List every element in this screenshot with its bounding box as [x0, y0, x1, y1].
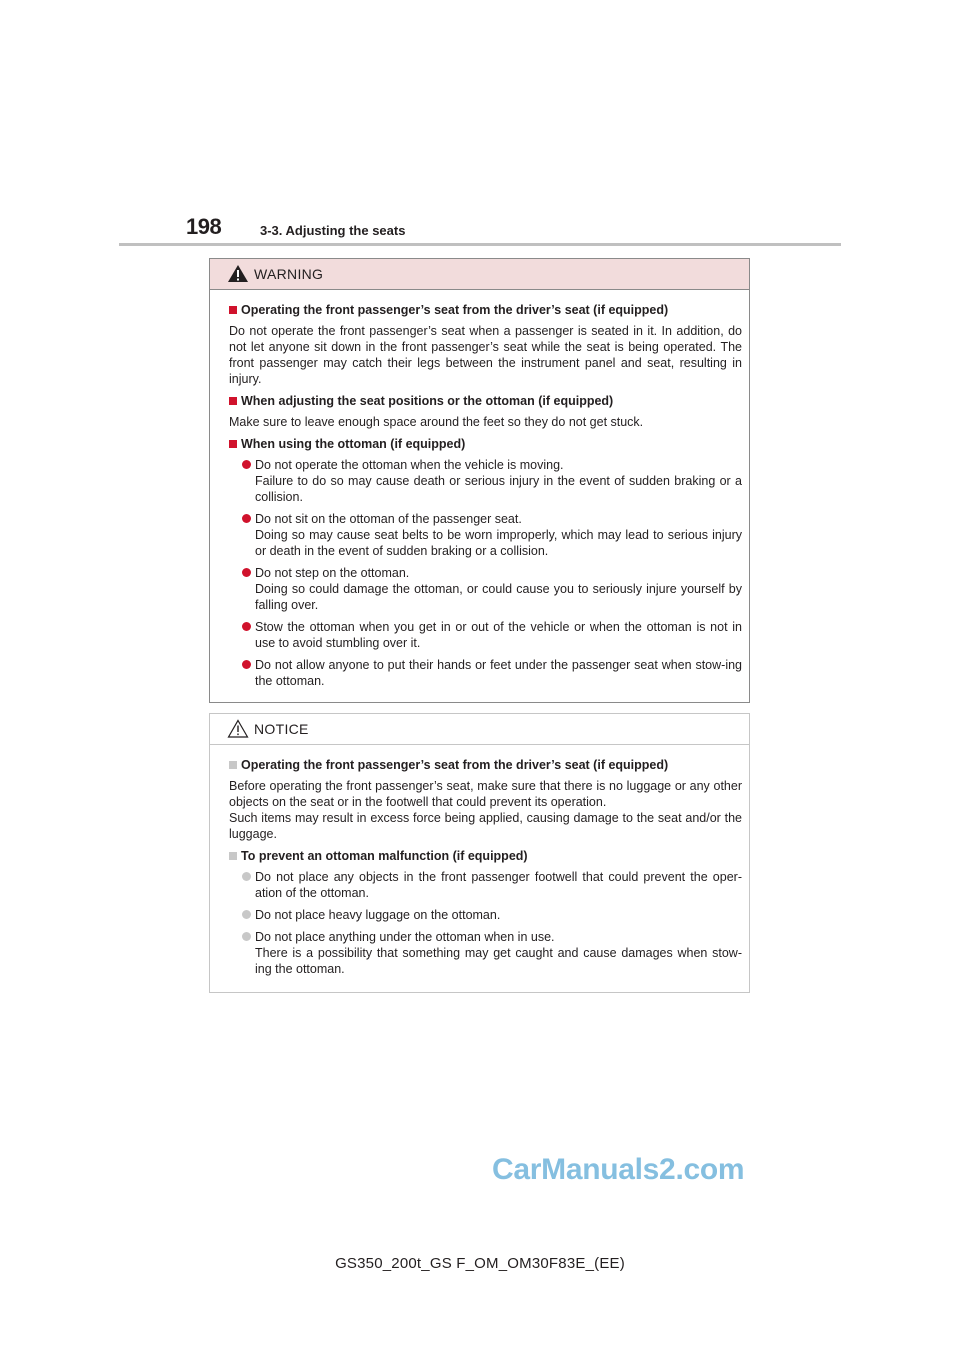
notice-heading-passenger-seat: Operating the front passenger’s seat from the driver’s seat (if equipped) — [229, 757, 742, 774]
warning-heading-ottoman: When using the ottoman (if equipped) — [229, 436, 742, 453]
bullet-dot-icon — [242, 460, 251, 469]
list-item: Do not place any objects in the front passenger footwell that could prevent the oper-ation of the ottoman. — [229, 869, 742, 901]
notice-text-passenger-seat: Before operating the front passenger’s seat, make sure that there is no luggage or any other objects on the seat or in the footwell that could prevent its operation. Such items may result in excess force being applied, causing damage to the seat and/or the luggage. — [229, 779, 742, 841]
warning-heading-adjusting: When adjusting the seat positions or the ottoman (if equipped) — [229, 393, 742, 410]
warning-title: WARNING — [254, 266, 324, 282]
list-item: Do not operate the ottoman when the vehicle is moving. Failure to do so may cause death or serious injury in the event of sudden braking or a collision. — [229, 457, 742, 505]
bullet-dot-icon — [242, 910, 251, 919]
warning-text-passenger-seat: Do not operate the front passenger’s seat when a passenger is seated in it. In addition, do not let anyone sit down in the front passenger’s seat while the seat is being operated. The front passenger may catch their legs between the instrument panel and seat, resulting in injury. — [229, 324, 742, 386]
warning-header — [210, 259, 749, 290]
manual-code: GS350_200t_GS F_OM_OM30F83E_(EE) — [335, 1255, 625, 1272]
warning-body — [210, 290, 749, 689]
square-marker-icon — [229, 440, 237, 448]
square-marker-icon — [229, 397, 237, 405]
warning-heading-passenger-seat: Operating the front passenger’s seat from the driver’s seat (if equipped) — [229, 302, 742, 319]
notice-heading-ottoman: To prevent an ottoman malfunction (if equipped) — [229, 848, 742, 865]
list-item: Do not allow anyone to put their hands or feet under the passenger seat when stow-ing the ottoman. — [229, 657, 742, 689]
warning-text-adjusting: Make sure to leave enough space around the feet so they do not get stuck. — [229, 415, 644, 429]
list-item: Do not place heavy luggage on the ottoman. — [229, 907, 742, 923]
warning-triangle-icon — [227, 264, 249, 283]
bullet-dot-icon — [242, 514, 251, 523]
bullet-dot-icon — [242, 622, 251, 631]
bullet-dot-icon — [242, 568, 251, 577]
page-number: 198 — [186, 214, 222, 239]
bullet-dot-icon — [242, 932, 251, 941]
square-marker-icon — [229, 306, 237, 314]
list-item: Do not step on the ottoman. Doing so could damage the ottoman, or could cause you to seriously injure yourself by falling over. — [229, 565, 742, 613]
header-divider — [119, 243, 841, 246]
notice-title: NOTICE — [254, 721, 309, 737]
warning-box — [209, 258, 750, 703]
watermark: CarManuals2.com — [492, 1153, 745, 1186]
list-item: Do not place anything under the ottoman when in use. There is a possibility that something may get caught and cause damages when stow-ing the ottoman. — [229, 929, 742, 977]
list-item: Stow the ottoman when you get in or out of the vehicle or when the ottoman is not in use to avoid stumbling over it. — [229, 619, 742, 651]
notice-header — [210, 714, 749, 745]
caution-triangle-icon — [227, 719, 249, 738]
notice-body — [210, 745, 749, 977]
bullet-dot-icon — [242, 660, 251, 669]
bullet-dot-icon — [242, 872, 251, 881]
list-item: Do not sit on the ottoman of the passenger seat. Doing so may cause seat belts to be worn improperly, which may lead to serious injury or death in the event of sudden braking or a collision. — [229, 511, 742, 559]
notice-box — [209, 713, 750, 993]
section-title: 3-3. Adjusting the seats — [260, 223, 406, 238]
square-marker-icon — [229, 761, 237, 769]
square-marker-icon — [229, 852, 237, 860]
